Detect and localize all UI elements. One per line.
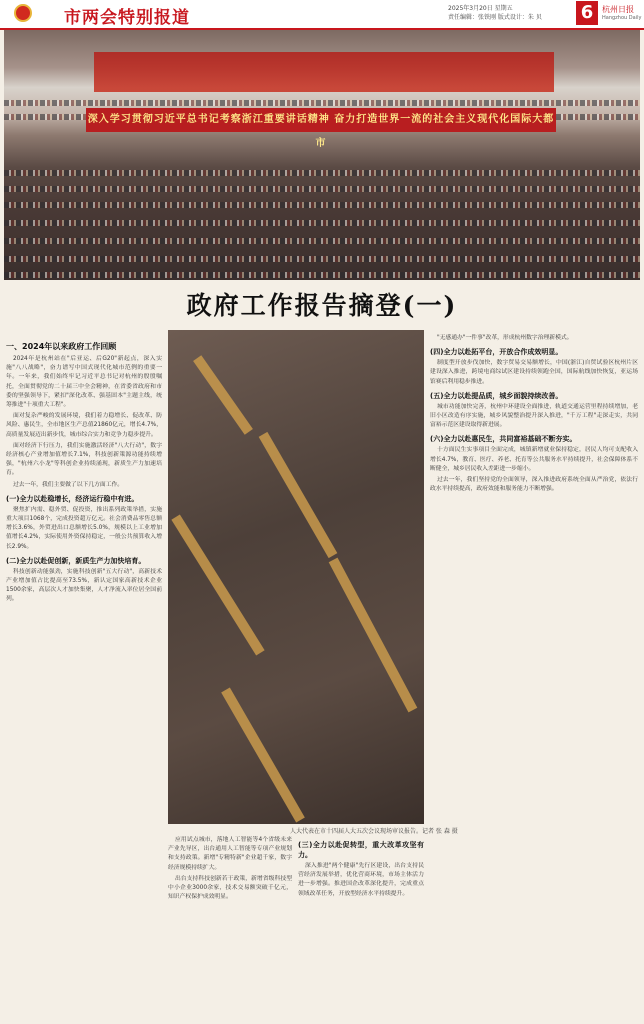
column-mid-left <box>168 836 292 1018</box>
photo-caption: 人大代表在市十四届人大五次会议现场审议报告。记者 张 森 摄 <box>290 828 458 835</box>
subheading: (二)全力以赴促创新，新质生产力加快培育。 <box>6 556 146 565</box>
newspaper-name-cn: 杭州日报 <box>602 5 634 14</box>
newspaper-name <box>602 5 641 23</box>
newspaper-name-en: Hangzhou Daily <box>602 15 642 21</box>
subheading: (六)全力以赴惠民生，共同富裕基础不断夯实。 <box>430 435 577 444</box>
subheading: (一)全力以赴稳增长，经济运行稳中有进。 <box>6 494 139 503</box>
paragraph: 面对经济下行压力，我们实施激活经济"八大行动"，数字经济核心产业增加值增长7.1%，科技创新策源功能持续增强，"杭州六小龙"等科创企业持续涌现，新质生产力加速培育。 <box>6 442 162 477</box>
subheading: (四)全力以赴拓平台，开放合作成效明显。 <box>430 348 563 357</box>
column-mid-right <box>298 836 424 1018</box>
paragraph: 应用试点城市，落地人工智能等4个省级未来产业先导区，出台通用人工智能等专项产业规划和支持政策。新增"专精特新"企业超千家，数字经济规模持续扩大。 <box>168 837 292 871</box>
hero-stage <box>94 52 554 92</box>
issue-editor: 责任编辑：张铁刚 版式设计：朱 贝 <box>448 14 542 21</box>
column-right <box>430 334 638 1018</box>
paragraph: 科技创新动能强劲，实施科技创新"五大行动"，高新技术产业增加值占比提高至73.5%，新认定国家高新技术企业1500余家，高层次人才加快集聚，人才净流入率位居全国前列。 <box>6 568 162 603</box>
paragraph: 城市功能加快完善，杭州中环建设全面推进，轨道交通运营里程持续增加，老旧小区改造有序实施，城乡风貌整治提升深入推进，"千万工程"走深走实，共同富裕示范区建设取得新进展。 <box>430 403 638 429</box>
paragraph: 深入推进"两个健康"先行区建设，出台支持民营经济发展举措，优化营商环境，市场主体活力进一步增强。推进国企改革深化提升，完成重点领域改革任务，开放型经济水平持续提升。 <box>298 863 424 897</box>
paragraph: 制度型开放步伐加快，数字贸易交易额增长，中国(浙江)自贸试验区杭州片区建设深入推进，跨境电商综试区建设持续领跑全国，国际航线加快恢复，亚运场馆赛后利用稳步推进。 <box>430 360 638 385</box>
issue-date: 2025年3月20日 星期五 <box>448 5 513 12</box>
paragraph: "无感通办"一件事"改革，形成杭州数字治理新模式。 <box>436 335 573 341</box>
paragraph: 面对复杂严峻的发展环境，我们着力稳增长、促改革、防风险、惠民生，全市地区生产总值21860亿元，增长4.7%，高质量发展迈出新步伐，城市综合实力和竞争力稳步提升。 <box>6 413 162 438</box>
session-photo <box>168 330 424 824</box>
paragraph: 出台支持科技创新若干政策，新增省级科技型中小企业3000余家，技术交易额突破千亿元，知识产权保护成效明显。 <box>168 875 292 901</box>
subheading: (三)全力以赴促转型，重大改革攻坚有力。 <box>298 841 424 859</box>
column-left <box>6 336 162 1018</box>
article-title: 政府工作报告摘登(一) <box>186 291 458 320</box>
section-title: 市两会特别报道 <box>64 8 190 28</box>
heading: 一、2024年以来政府工作回顾 <box>6 342 117 351</box>
subheading: (五)全力以赴提品质，城乡面貌持续改善。 <box>430 391 563 400</box>
page-number: 6 <box>576 1 598 25</box>
paragraph: 十方面民生实事项目全面完成，城镇新增就业保持稳定，居民人均可支配收入增长4.7%，教育、医疗、养老、托育等公共服务水平持续提升，社会保障体系不断健全，城乡居民收入差距进一步缩小。 <box>430 447 638 472</box>
paragraph: 过去一年，我们主要做了以下几方面工作。 <box>12 481 124 488</box>
meeting-banner: 深入学习贯彻习近平总书记考察浙江重要讲话精神 奋力打造世界一流的社会主义现代化国际大都市 <box>86 108 556 132</box>
issue-meta <box>448 4 542 22</box>
page-header <box>0 0 644 30</box>
emblem-icon <box>14 4 32 22</box>
paragraph: 聚焦扩内需、稳外贸、促投资，推出系列政策举措，实施重大项目1068个，完成投资超万亿元。社会消费品零售总额增长3.6%，外贸进出口总额增长5.0%，规模以上工业增加值增长4.2%，实际使用外资保持稳定，一般公共预算收入增长2.9%。 <box>6 506 162 550</box>
paragraph: 过去一年，我们坚持党的全面领导，深入推进政府系统全面从严治党，依法行政水平持续提高，政府效能和服务能力不断增强。 <box>430 477 638 493</box>
paragraph: 2024年是杭州站在"后亚运、后G20"新起点，深入实施"八八战略"，奋力谱写中国式现代化城市范例的重要一年。一年来，我们始终牢记习近平总书记对杭州的殷殷嘱托，全面贯彻党的二十届三中全会精神，在省委省政府和市委的坚强领导下，紧扣"深化改革、强基固本"主题主线，统筹推进"十项重大工程"。 <box>6 356 162 409</box>
